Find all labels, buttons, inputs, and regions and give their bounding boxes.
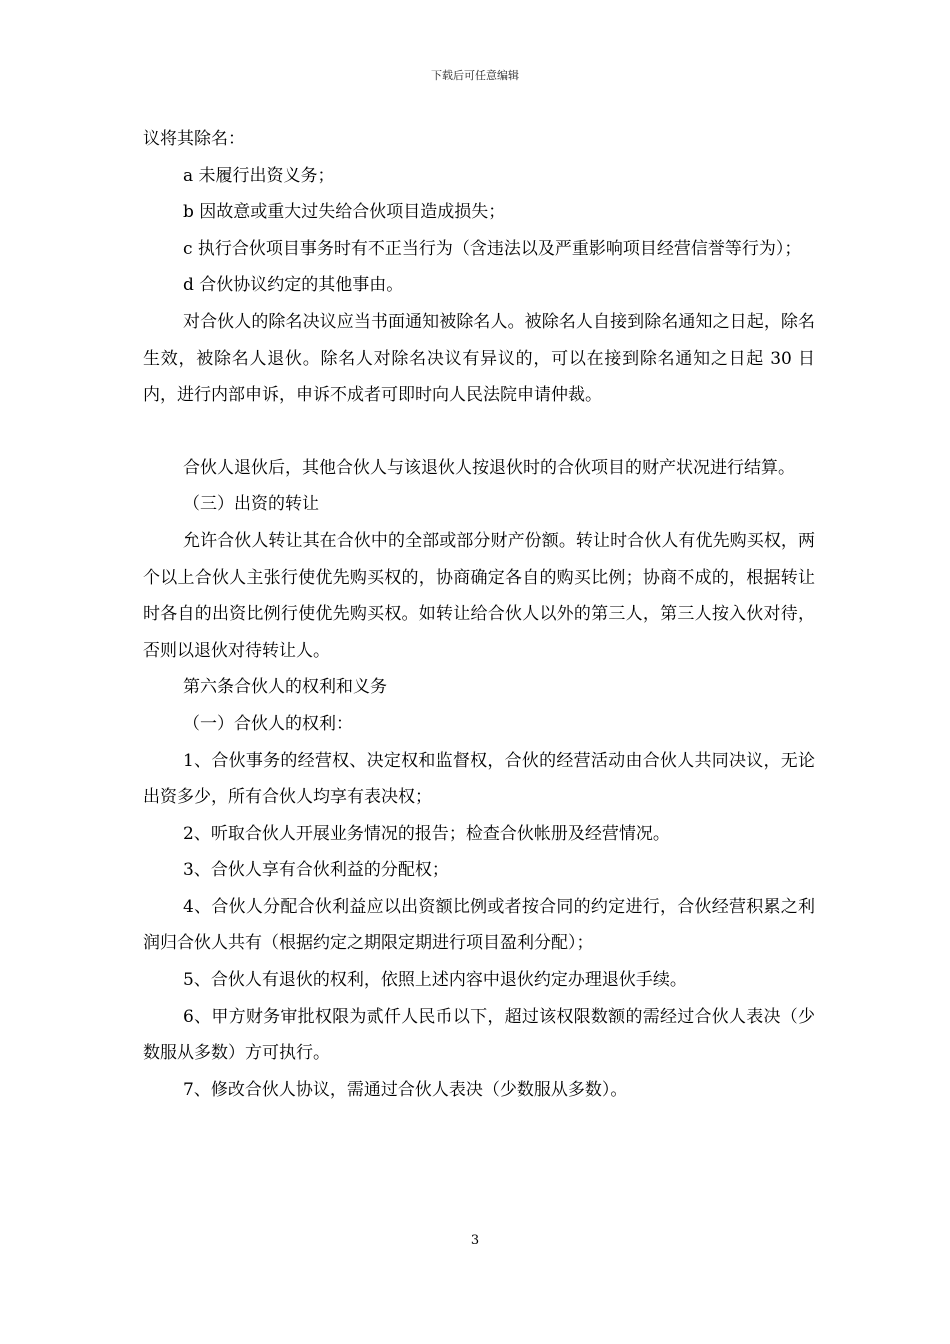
- paragraph-transfer: 允许合伙人转让其在合伙中的全部或部分财产份额。转让时合伙人有优先购买权，两个以上合伙人主张行使优先购买权的，协商确定各自的购买比例；协商不成的，根据转让时各自的出资比例行使优先购买权。如转让给合伙人以外的第三人，第三人按入伙对待，否则以退伙对待转让人。: [143, 530, 815, 661]
- document-body: [143, 121, 815, 1108]
- rights-item-2: 2、听取合伙人开展业务情况的报告；检查合伙帐册及经营情况。: [183, 823, 670, 844]
- paragraph-expel-continuation: 议将其除名：: [143, 129, 245, 149]
- section-heading-rights: （一）合伙人的权利：: [183, 713, 353, 734]
- rights-item-5: 5、合伙人有退伙的权利，依照上述内容中退伙约定办理退伙手续。: [183, 970, 687, 991]
- rights-item-3: 3、合伙人享有合伙利益的分配权；: [183, 860, 449, 881]
- paragraph-expulsion-notice: 对合伙人的除名决议应当书面通知被除名人。被除名人自接到除名通知之日起，除名生效，被除名人退伙。除名人对除名决议有异议的，可以在接到除名通知之日起 30 日内，进行内部申诉，申诉不成者可即时向人民法院申请仲裁。: [143, 311, 815, 406]
- rights-item-1: 1、合伙事务的经营权、决定权和监督权，合伙的经营活动由合伙人共同决议，无论出资多少，所有合伙人均享有表决权；: [143, 750, 815, 808]
- section-heading-transfer: （三）出资的转让: [183, 494, 319, 515]
- rights-item-4: 4、合伙人分配合伙利益应以出资额比例或者按合同的约定进行，合伙经营积累之利润归合伙人共有（根据约定之期限定期进行项目盈利分配）；: [143, 896, 815, 954]
- paragraph-settlement: 合伙人退伙后，其他合伙人与该退伙人按退伙时的合伙项目的财产状况进行结算。: [183, 457, 795, 478]
- rights-item-7: 7、修改合伙人协议，需通过合伙人表决（少数服从多数）。: [183, 1079, 628, 1100]
- list-item-d: d 合伙协议约定的其他事由。: [183, 275, 404, 296]
- list-item-c: c 执行合伙项目事务时有不正当行为（含违法以及严重影响项目经营信誉等行为）；: [183, 238, 802, 259]
- list-item-a: a 未履行出资义务；: [183, 165, 335, 186]
- article-heading-rights: 第六条合伙人的权利和义务: [183, 677, 387, 698]
- rights-item-6: 6、甲方财务审批权限为贰仟人民币以下，超过该权限数额的需经过合伙人表决（少数服从多数）方可执行。: [143, 1006, 815, 1064]
- page-number: 3: [470, 1233, 480, 1248]
- blank-line: [143, 414, 815, 450]
- list-item-b: b 因故意或重大过失给合伙项目造成损失；: [183, 202, 506, 223]
- page-header: 下载后可任意编辑: [431, 69, 519, 82]
